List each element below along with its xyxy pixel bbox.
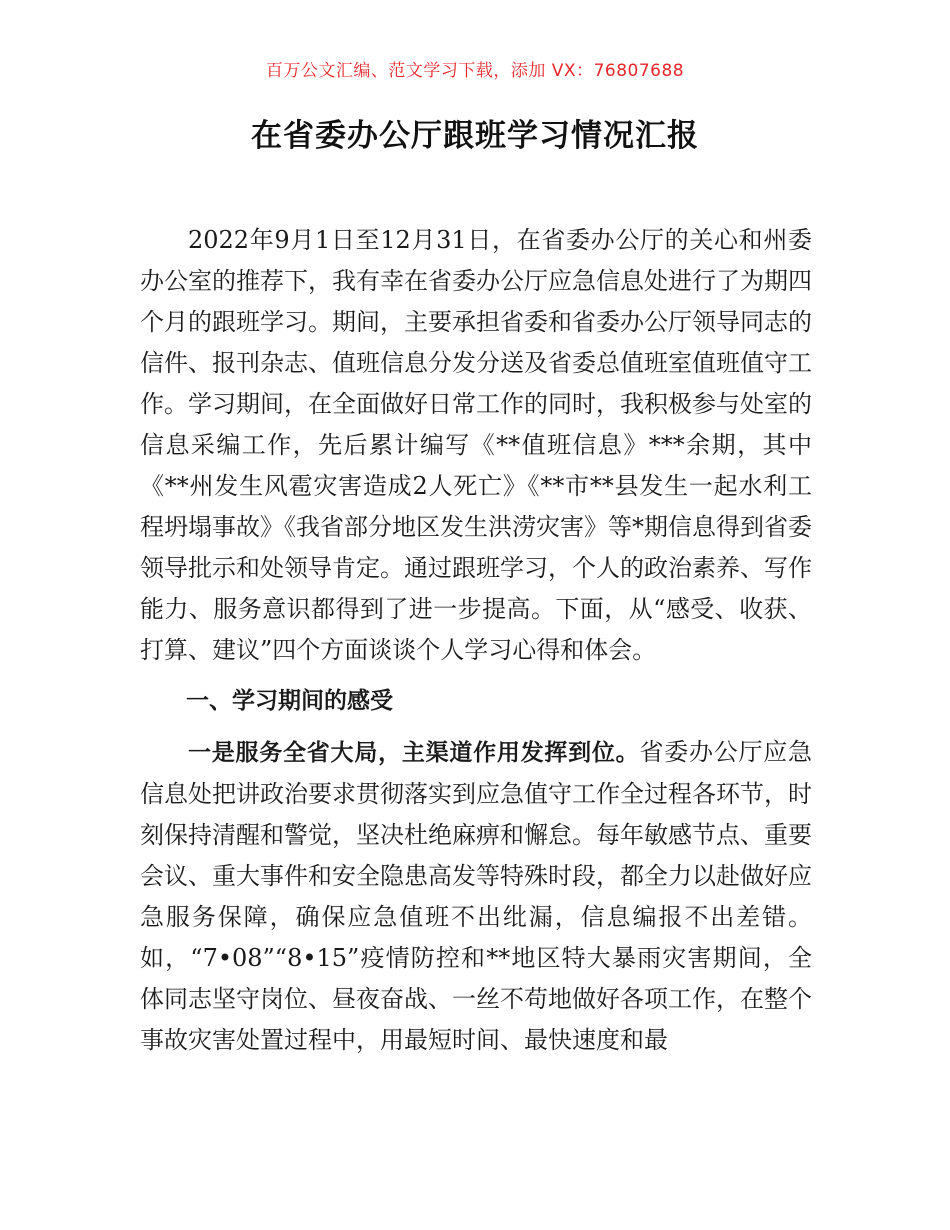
point-lead: 一是服务全省大局，主渠道作用发挥到位。 — [188, 740, 640, 766]
point-paragraph — [140, 732, 812, 1061]
document-title: 在省委办公厅跟班学习情况汇报 — [251, 118, 699, 154]
header-banner: 百万公文汇编、范文学习下载，添加 VX：76807688 — [265, 61, 685, 81]
point-body: 省委办公厅应急信息处把讲政治要求贯彻落实到应急值守工作全过程各环节，时刻保持清醒和警觉，坚决杜绝麻痹和懈怠。每年敏感节点、重要会议、重大事件和安全隐患高发等特殊时段，都全力以赴做好应急服务保障，确保应急值班不出纰漏，信息编报不出差错。如，“7•08”“8•15”疫情防控和**地区特大暴雨灾害期间，全体同志坚守岗位、昼夜奋战、一丝不苟地做好各项工作，在整个事故灾害处置过程中，用最短时间、最快速度和最 — [140, 738, 813, 1054]
section-heading: 一、学习期间的感受 — [186, 688, 393, 714]
intro-paragraph: 2022年9月1日至12月31日，在省委办公厅的关心和州委办公室的推荐下，我有幸在省委办公厅应急信息处进行了为期四个月的跟班学习。期间，主要承担省委和省委办公厅领导同志的信件、报刊杂志、值班信息分发分送及省委总值班室值班值守工作。学习期间，在全面做好日常工作的同时，我积极参与处室的信息采编工作，先后累计编写《**值班信息》***余期，其中《**州发生风雹灾害造成2人死亡》《**市**县发生一起水利工程坍塌事故》《我省部分地区发生洪涝灾害》等*期信息得到省委领导批示和处领导肯定。通过跟班学习，个人的政治素养、写作能力、服务意识都得到了进一步提高。下面，从“感受、收获、打算、建议”四个方面谈谈个人学习心得和体会。 — [140, 226, 812, 664]
document-body — [140, 220, 812, 1061]
